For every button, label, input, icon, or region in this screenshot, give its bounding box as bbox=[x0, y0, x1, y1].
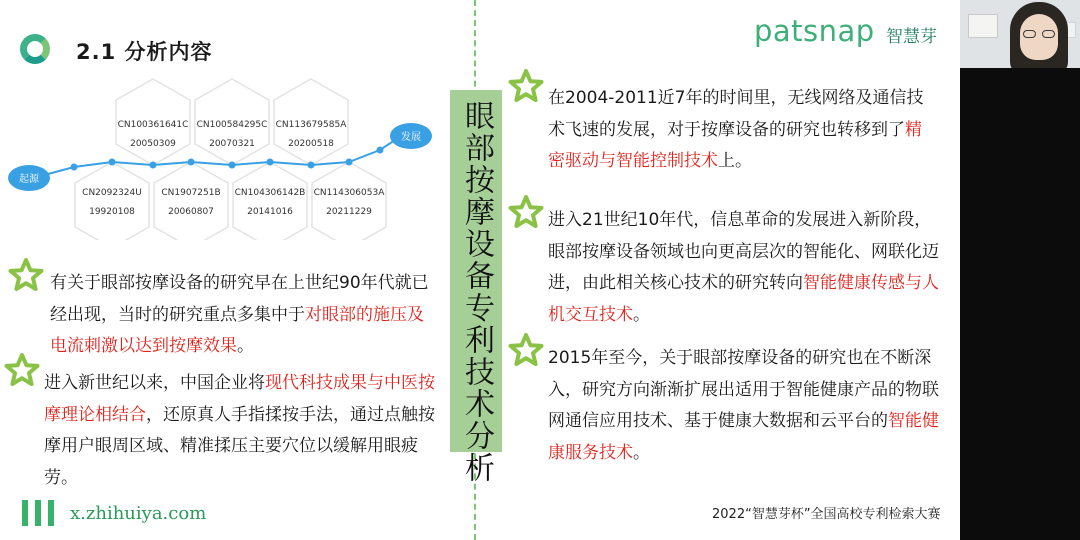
patent-id: CN100361641C bbox=[117, 120, 189, 130]
green-bars-icon bbox=[22, 500, 62, 526]
patent-id: CN104306142B bbox=[234, 188, 306, 198]
left-paragraph-1: 有关于眼部按摩设备的研究早在上世纪90年代就已经出现，当时的研究重点多集中于对眼部的施压及电流刺激以达到按摩效果。 bbox=[50, 273, 429, 356]
patent-date: 19920108 bbox=[89, 207, 135, 217]
ring-logo-icon bbox=[20, 34, 50, 64]
patent-date: 20070321 bbox=[209, 139, 255, 149]
star-bullet-icon bbox=[8, 257, 44, 293]
left-paragraph-2: 进入新世纪以来，中国企业将现代科技成果与中医按摩理论相结合，还原真人手指揉按手法，通过点触按摩用户眼周区域、精准揉压主要穴位以缓解用眼疲劳。 bbox=[44, 373, 435, 488]
vertical-title: 眼部按摩设备专利技术分析 bbox=[459, 100, 494, 484]
website-link[interactable]: x.zhihuiya.com bbox=[70, 503, 207, 524]
hexagon-bottom-3 bbox=[233, 162, 307, 240]
hexagon-bottom-1 bbox=[75, 162, 149, 240]
hexagon-bottom-2 bbox=[154, 162, 228, 240]
right-paragraph-2: 进入21世纪10年代，信息革命的发展进入新阶段，眼部按摩设备领域也向更高层次的智能化、网联化迈进，由此相关核心技术的研究转向智能健康传感与人机交互技术。 bbox=[548, 210, 939, 325]
patent-id: CN1907251B bbox=[161, 188, 221, 198]
patent-id: CN100584295C bbox=[196, 120, 268, 130]
patent-id: CN114306053A bbox=[313, 188, 385, 198]
patent-date: 20050309 bbox=[130, 139, 176, 149]
patent-id: CN2092324U bbox=[82, 188, 142, 198]
origin-label: 起源 bbox=[19, 174, 39, 185]
right-paragraph-1: 在2004-2011近7年的时间里，无线网络及通信技术飞速的发展，对于按摩设备的研究也转移到了精密驱动与智能控制技术上。 bbox=[548, 88, 924, 171]
patent-date: 20141016 bbox=[247, 207, 293, 217]
patent-date: 20211229 bbox=[326, 207, 372, 217]
video-panel-background bbox=[960, 68, 1080, 540]
contest-footer: 2022“智慧芽杯”全国高校专利检索大赛 bbox=[712, 507, 941, 522]
patent-id: CN113679585A bbox=[275, 120, 347, 130]
brand-logo-text: patsnap bbox=[754, 14, 875, 48]
patent-timeline bbox=[0, 70, 470, 240]
star-bullet-icon bbox=[4, 352, 40, 388]
star-bullet-icon bbox=[508, 332, 544, 368]
patent-date: 20060807 bbox=[168, 207, 214, 217]
background-paper bbox=[968, 14, 998, 38]
hexagon-bottom-4 bbox=[312, 162, 386, 240]
development-label: 发展 bbox=[401, 132, 421, 143]
star-bullet-icon bbox=[508, 194, 544, 230]
webcam-video-feed bbox=[960, 0, 1080, 68]
presenter-glasses bbox=[1023, 30, 1056, 38]
star-bullet-icon bbox=[508, 68, 544, 104]
section-title: 2.1 分析内容 bbox=[76, 40, 213, 64]
brand-logo-cn: 智慧芽 bbox=[886, 27, 937, 47]
patent-date: 20200518 bbox=[288, 139, 334, 149]
right-paragraph-3: 2015年至今，关于眼部按摩设备的研究也在不断深入，研究方向渐渐扩展出适用于智能健康产品的物联网通信应用技术、基于健康大数据和云平台的智能健康服务技术。 bbox=[548, 348, 939, 463]
